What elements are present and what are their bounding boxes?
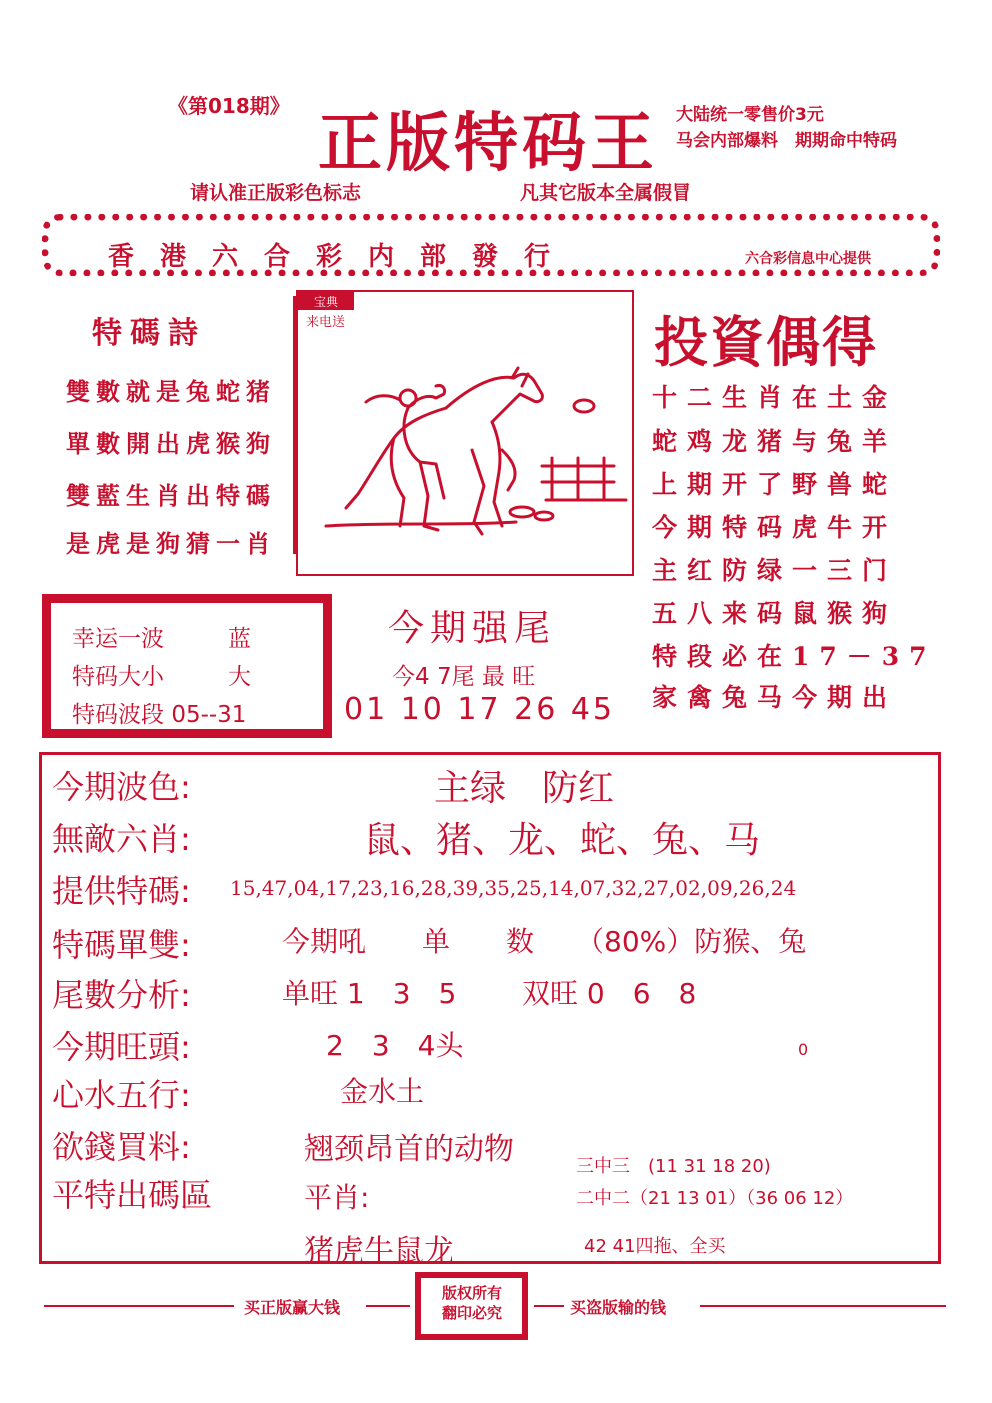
invest-line: 家禽兔马今期出: [652, 683, 898, 712]
strong-tail-numbers: 01 10 17 26 45: [344, 692, 616, 727]
authenticity-note-left: 请认准正版彩色标志: [190, 182, 362, 204]
invest-line: 十二生肖在土金: [652, 383, 898, 412]
price-note: 大陆统一零售价3元: [676, 105, 824, 125]
flat-sub-label: 平肖:: [304, 1181, 370, 1214]
special-numbers: 15,47,04,17,23,16,28,39,35,25,14,07,32,27,02,09,26,24: [230, 876, 797, 900]
odd-even-label: 特碼單雙:: [52, 926, 191, 964]
head-label: 今期旺頭:: [52, 1028, 191, 1066]
money-value: 翘颈昂首的动物: [304, 1132, 514, 1167]
copyright-line: 版权所有: [441, 1284, 502, 1302]
element-label: 心水五行:: [52, 1076, 191, 1114]
slogan-note: 马会内部爆料 期期命中特码: [676, 131, 897, 151]
picture-caption: 来电送: [306, 315, 346, 330]
special-label: 提供特碼:: [52, 872, 191, 910]
head-note: 0: [798, 1040, 809, 1059]
poem-line: 雙數就是兔蛇猪: [66, 377, 276, 406]
two-hit-value: 二中二（21 13 01）（36 06 12）: [576, 1188, 854, 1209]
zodiac-label: 無敵六肖:: [52, 820, 191, 858]
horse-and-rider-illustration: [296, 290, 634, 576]
banner-provider: 六合彩信息中心提供: [745, 251, 871, 267]
flat-zodiac-value: 猪虎牛鼠龙: [304, 1234, 454, 1269]
color-value: 主绿 防红: [434, 768, 615, 809]
footer-rule-left: [44, 1305, 234, 1307]
invest-line: 上期开了野兽蛇: [652, 470, 898, 499]
strong-tail-note: 今4 7尾 最 旺: [392, 664, 536, 690]
odd-even-value: 今期吼 单 数 （80%）防猴、兔: [282, 925, 807, 958]
invest-line: 蛇鸡龙猪与兔羊: [652, 427, 898, 456]
money-label: 欲錢買料:: [52, 1128, 191, 1166]
picture-stamp: 宝典: [313, 295, 339, 309]
footer-rule-mid-left: [366, 1305, 410, 1307]
flat-label: 平特出碼區: [52, 1176, 213, 1214]
lucky-wave-label: 幸运一波: [72, 626, 164, 652]
footer-right-text: 买盗版输的钱: [570, 1298, 667, 1317]
tail-label: 尾數分析:: [52, 976, 191, 1014]
copyright-line: 翻印必究: [441, 1304, 502, 1322]
poem-title: 特碼詩: [92, 316, 206, 351]
authenticity-note-right: 凡其它版本全属假冒: [520, 182, 692, 204]
banner-text: 香港六合彩内部發行: [108, 242, 577, 272]
element-value: 金水土: [340, 1075, 425, 1108]
zodiac-value: 鼠、猪、龙、蛇、兔、马: [364, 820, 761, 861]
invest-line: 今期特码虎牛开: [652, 513, 898, 542]
head-value: 2 3 4头: [326, 1029, 464, 1062]
invest-line: 五八来码鼠猴狗: [652, 599, 898, 628]
lucky-size-label: 特码大小: [72, 664, 164, 690]
tail-even-value: 双旺 0 6 8: [522, 977, 697, 1010]
poem-line: 是虎是狗猜一肖: [66, 529, 276, 558]
lucky-size-value: 大: [228, 664, 251, 690]
footer-rule-right: [700, 1305, 946, 1307]
invest-title: 投資偶得: [654, 310, 878, 374]
poem-line: 單數開出虎猴狗: [66, 429, 276, 458]
invest-line: 特段必在17－37: [652, 642, 937, 671]
issue-number: 《第018期》: [168, 94, 290, 118]
invest-line: 主红防绿一三门: [652, 556, 898, 585]
lucky-size-row: [72, 658, 251, 691]
tail-odd-value: 单旺 1 3 5: [282, 977, 457, 1010]
strong-tail-title: 今期强尾: [388, 608, 557, 649]
poem-line: 雙藍生肖出特碼: [66, 481, 276, 510]
lucky-wave-row: [72, 620, 251, 653]
three-hit-value: 三中三 (11 31 18 20): [576, 1156, 771, 1177]
lucky-wave-value: 蓝: [228, 626, 251, 652]
copyright-notice: [426, 1283, 518, 1323]
four-drag-value: 42 41四拖、全买: [584, 1236, 726, 1257]
lucky-range-label: 特码波段: [72, 702, 164, 728]
page-title: 正版特码王: [318, 106, 658, 181]
lucky-range-row: [72, 696, 246, 729]
footer-left-text: 买正版赢大钱: [244, 1298, 341, 1317]
lucky-range-value: 05--31: [171, 702, 247, 728]
color-label: 今期波色:: [52, 768, 191, 806]
footer-rule-mid-right: [534, 1305, 564, 1307]
